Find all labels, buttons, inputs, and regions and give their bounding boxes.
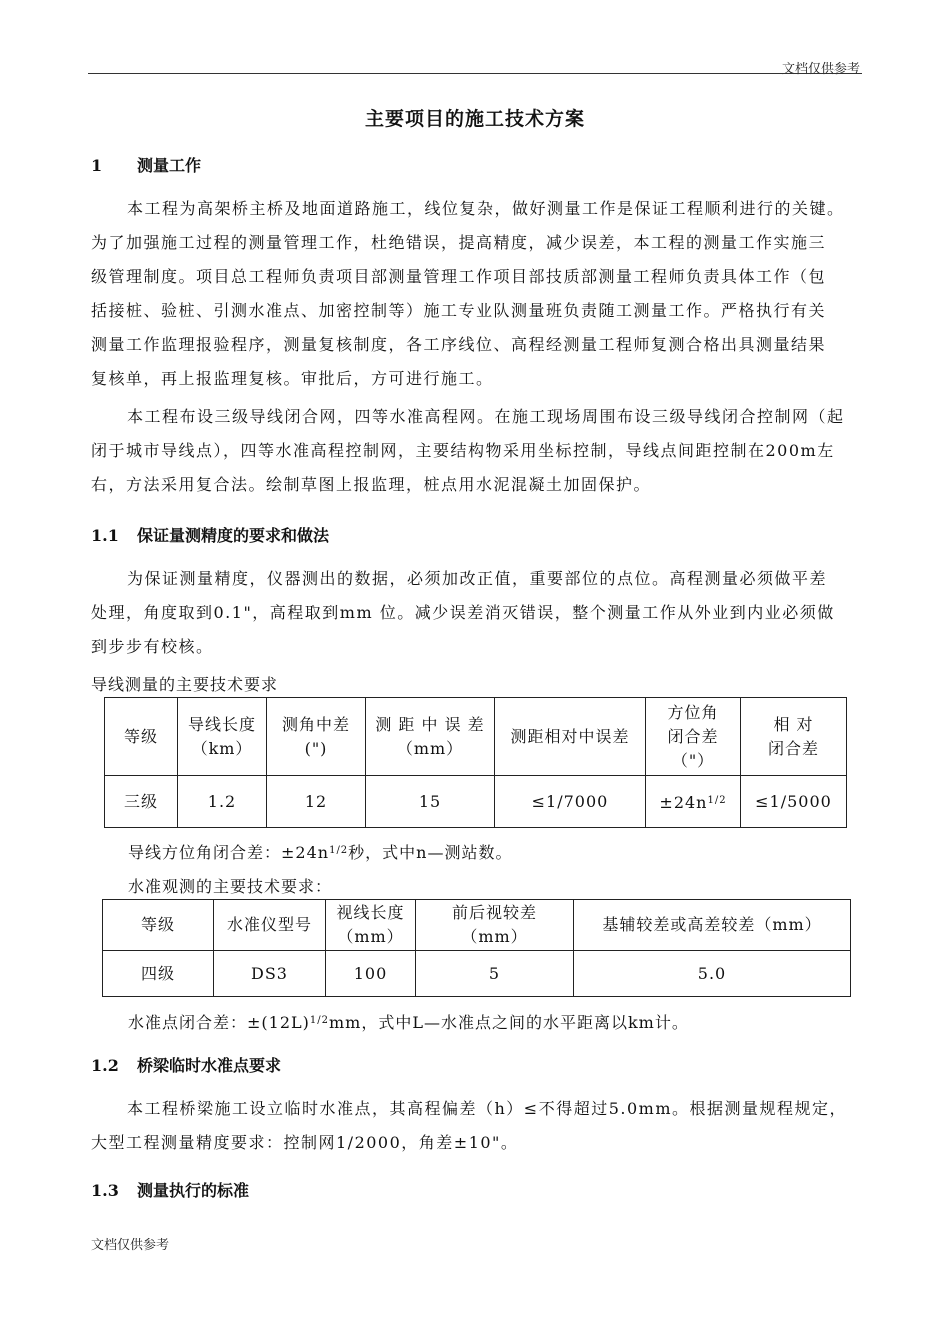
text-line: 处理，角度取到0.1"，高程取到mm 位。减少误差消灭错误，整个测量工作从外业到内业必须做 [91, 603, 835, 622]
section-1-1-heading [91, 523, 329, 546]
table-header-cell: 视线长度 （mm） [326, 900, 416, 951]
table-cell: 12 [267, 776, 366, 828]
table-header-cell: 导线长度 （km） [178, 698, 267, 776]
text-line: 测量工作监理报验程序，测量复核制度，各工序线位、高程经测量工程师复测合格出具测量结果 [91, 335, 827, 354]
text-line: 本工程桥梁施工设立临时水准点，其高程偏差（h）≤不得超过5.0mm。根据测量规程规定， [127, 1099, 848, 1118]
section-1-1-paragraph [91, 562, 901, 664]
table-cell: $\pm 24n^{1/2}$ [646, 776, 741, 828]
page-footer-text: 文档仅供参考 [91, 1238, 170, 1253]
section-title: 测量执行的标准 [137, 1181, 250, 1200]
table-cell: ≤1/5000 [741, 776, 847, 828]
text-line: 复核单，再上报监理复核。审批后，方可进行施工。 [91, 369, 494, 388]
leveling-observation-table [102, 899, 851, 997]
text-line: 为了加强施工过程的测量管理工作，杜绝错误，提高精度，减少误差，本工程的测量工作实施三 [91, 233, 827, 252]
table-cell: ≤1/7000 [495, 776, 646, 828]
text-line: 大型工程测量精度要求：控制网1/2000，角差±10"。 [91, 1133, 519, 1152]
text-line: 本工程为高架桥主桥及地面道路施工，线位复杂，做好测量工作是保证工程顺利进行的关键。 [127, 199, 845, 218]
section-number: 1 [91, 156, 103, 175]
text-line: 闭于城市导线点），四等水准高程控制网，主要结构物采用坐标控制，导线点间距控制在200m左 [91, 441, 835, 460]
table-cell: 三级 [105, 776, 178, 828]
table-1-caption: 导线测量的主要技术要求 [91, 675, 279, 694]
level-closure-note: 水准点闭合差：$\pm(12L)^{1/2}mm$，式中L—水准点之间的水平距离以km计。 [128, 1013, 689, 1032]
table-cell: 1.2 [178, 776, 267, 828]
section-title: 保证量测精度的要求和做法 [137, 526, 330, 545]
text-line: 括接桩、验桩、引测水准点、加密控制等）施工专业队测量班负责随工测量工作。严格执行有关 [91, 301, 827, 320]
text-line: 右，方法采用复合法。绘制草图上报监理，桩点用水泥混凝土加固保护。 [91, 475, 652, 494]
table-cell: DS3 [214, 951, 326, 997]
section-1-2-paragraph [91, 1092, 901, 1160]
table-header-cell: 测 距 中 误 差 （mm） [366, 698, 495, 776]
table-header-cell: 测距相对中误差 [495, 698, 646, 776]
section-1-2-heading [91, 1053, 281, 1076]
table-row [105, 776, 847, 828]
text-line: 到步步有校核。 [91, 637, 214, 656]
table-header-cell: 等级 [105, 698, 178, 776]
traverse-closure-note: 导线方位角闭合差：$\pm 24n^{1/2}$秒，式中n—测站数。 [128, 843, 513, 862]
table-header-cell: 基辅较差或高差较差（mm） [574, 900, 851, 951]
text-line: 为保证测量精度，仪器测出的数据，必须加改正值，重要部位的点位。高程测量必须做平差 [127, 569, 828, 588]
table-cell: 100 [326, 951, 416, 997]
section-title: 桥梁临时水准点要求 [137, 1056, 282, 1075]
table-header-cell: 等级 [103, 900, 214, 951]
header-divider [88, 73, 862, 74]
table-cell: 15 [366, 776, 495, 828]
table-header-cell: 前后视较差 （mm） [416, 900, 574, 951]
text-line: 级管理制度。项目总工程师负责项目部测量管理工作项目部技质部测量工程师负责具体工作（包 [91, 267, 827, 286]
table-cell: 5.0 [574, 951, 851, 997]
traverse-survey-table [104, 697, 847, 828]
section-1-paragraph-2 [91, 400, 901, 502]
section-1-heading [91, 153, 201, 176]
table-row [103, 951, 851, 997]
page-header-text: 文档仅供参考 [781, 62, 860, 77]
section-title: 测量工作 [137, 156, 202, 175]
section-number: 1.2 [91, 1056, 119, 1075]
text-line: 本工程布设三级导线闭合网，四等水准高程网。在施工现场周围布设三级导线闭合控制网（起 [127, 407, 845, 426]
table-cell: 四级 [103, 951, 214, 997]
section-number: 1.1 [91, 526, 119, 545]
document-title: 主要项目的施工技术方案 [364, 108, 585, 130]
table-cell: 5 [416, 951, 574, 997]
table-2-caption: 水准观测的主要技术要求： [128, 877, 333, 896]
table-header-cell: 方位角 闭合差 （"） [646, 698, 741, 776]
table-header-cell: 测角中差 (") [267, 698, 366, 776]
table-header-cell: 水准仪型号 [214, 900, 326, 951]
section-1-3-heading [91, 1178, 249, 1201]
section-1-paragraph-1 [91, 192, 901, 396]
section-number: 1.3 [91, 1181, 119, 1200]
table-header-cell: 相 对 闭合差 [741, 698, 847, 776]
